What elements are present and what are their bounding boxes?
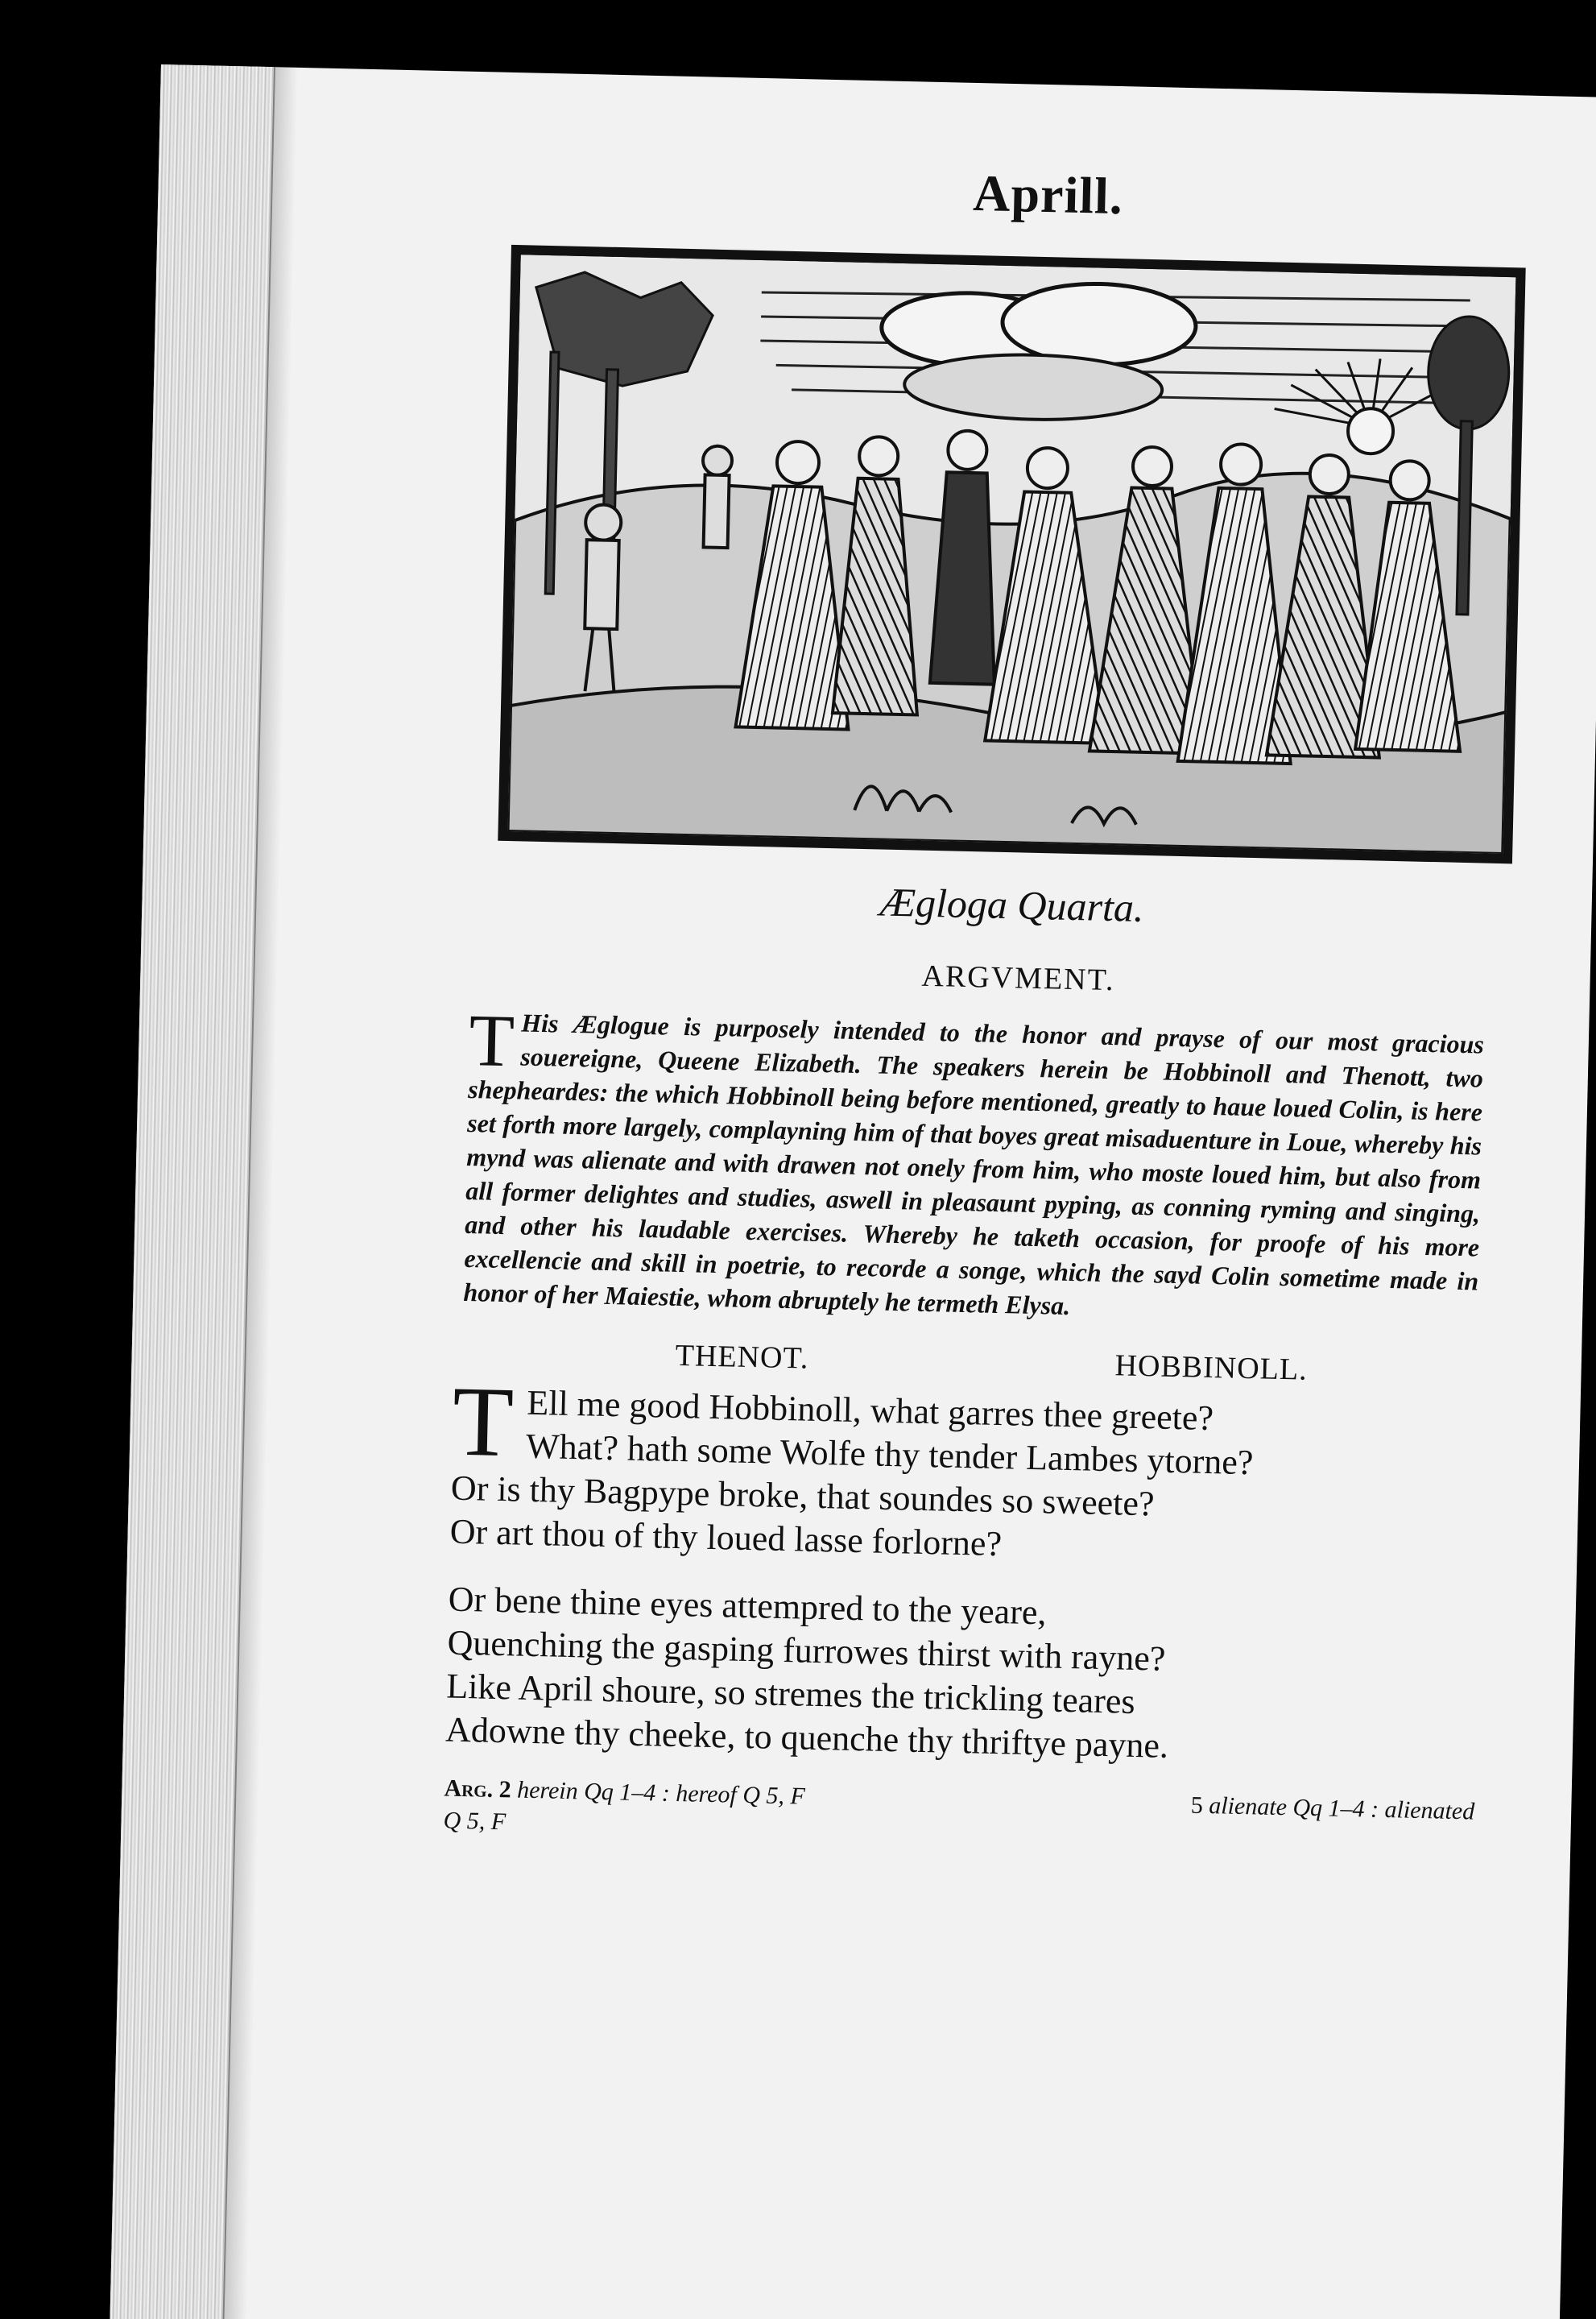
- note-2-text: alienate Qq 1–4 : alienated: [1208, 1792, 1475, 1825]
- speakers: [675, 1338, 1308, 1388]
- verse-line: Like April shoure, so stremes the trickling teares: [445, 1666, 1136, 1721]
- argument-initial: T: [468, 999, 515, 1083]
- note-1-continuation: Q 5, F: [443, 1807, 507, 1836]
- woodcut-image: [508, 255, 1516, 854]
- speaker-left: THENOT.: [675, 1338, 809, 1376]
- poem-initial: T: [451, 1365, 515, 1478]
- argument-heading: ARGVMENT.: [921, 959, 1115, 998]
- speaker-right: HOBBINOLL.: [1114, 1348, 1309, 1387]
- book-page: [110, 64, 1596, 2319]
- argument-body: His Æglogue is purposely intended to the honor and prayse of our most gracious souereigne, Queene Elizabeth. The speakers herein be Hobbinoll and Thenott, two shepheardes: the which Hobbinoll being before mentioned, greatly to haue loued Colin, is here set forth more largely, complayning him of that boyes great misaduenture in Loue, whereby his mynd was alienate and with drawen not onely from him, who moste loued him, but also from all former delightes and studies, aswell in pleasaunt pyping, as conning ryming and singing, and other his laudable exercises. Whereby he taketh occasion, for proofe of his more excellencie and skill in poetrie, to recorde a songe, which the sayd Colin sometime made in honor of her Maiestie, whom abruptely he termeth Elysa.: [463, 1008, 1485, 1321]
- eclogue-title: Ægloga Quarta.: [879, 879, 1145, 930]
- textual-notes: [443, 1773, 1474, 1861]
- poem: [444, 1365, 1500, 1775]
- woodcut-illustration: [498, 245, 1525, 863]
- verse-line: Or art thou of thy loued lasse forlorne?: [449, 1511, 1003, 1564]
- note-2-number: 5: [1190, 1791, 1204, 1819]
- argument-text: [463, 999, 1485, 1331]
- page-edges: [110, 64, 275, 2319]
- page-title: Aprill.: [972, 164, 1124, 226]
- page-content: [443, 153, 1528, 1861]
- note-1-label: Arg. 2: [444, 1774, 512, 1803]
- note-2: [1190, 1790, 1474, 1828]
- stanza-1: [449, 1365, 1500, 1577]
- verse-line: Or is thy Bagpype broke, that soundes so sweete?: [450, 1468, 1156, 1524]
- stanza-2: [445, 1578, 1496, 1775]
- verse-line: Quenching the gasping furrowes thirst with rayne?: [447, 1622, 1166, 1679]
- verse-line: What? hath some Wolfe thy tender Lambes ytorne?: [525, 1426, 1254, 1483]
- note-1-text: herein Qq 1–4 : hereof Q 5, F: [516, 1776, 806, 1810]
- verse-line: Ell me good Hobbinoll, what garres thee greete?: [526, 1382, 1214, 1439]
- verse-line: Or bene thine eyes attempred to the yeare,: [448, 1579, 1048, 1633]
- verse-line: Adowne thy cheeke, to quenche thy thriftye payne.: [444, 1709, 1169, 1766]
